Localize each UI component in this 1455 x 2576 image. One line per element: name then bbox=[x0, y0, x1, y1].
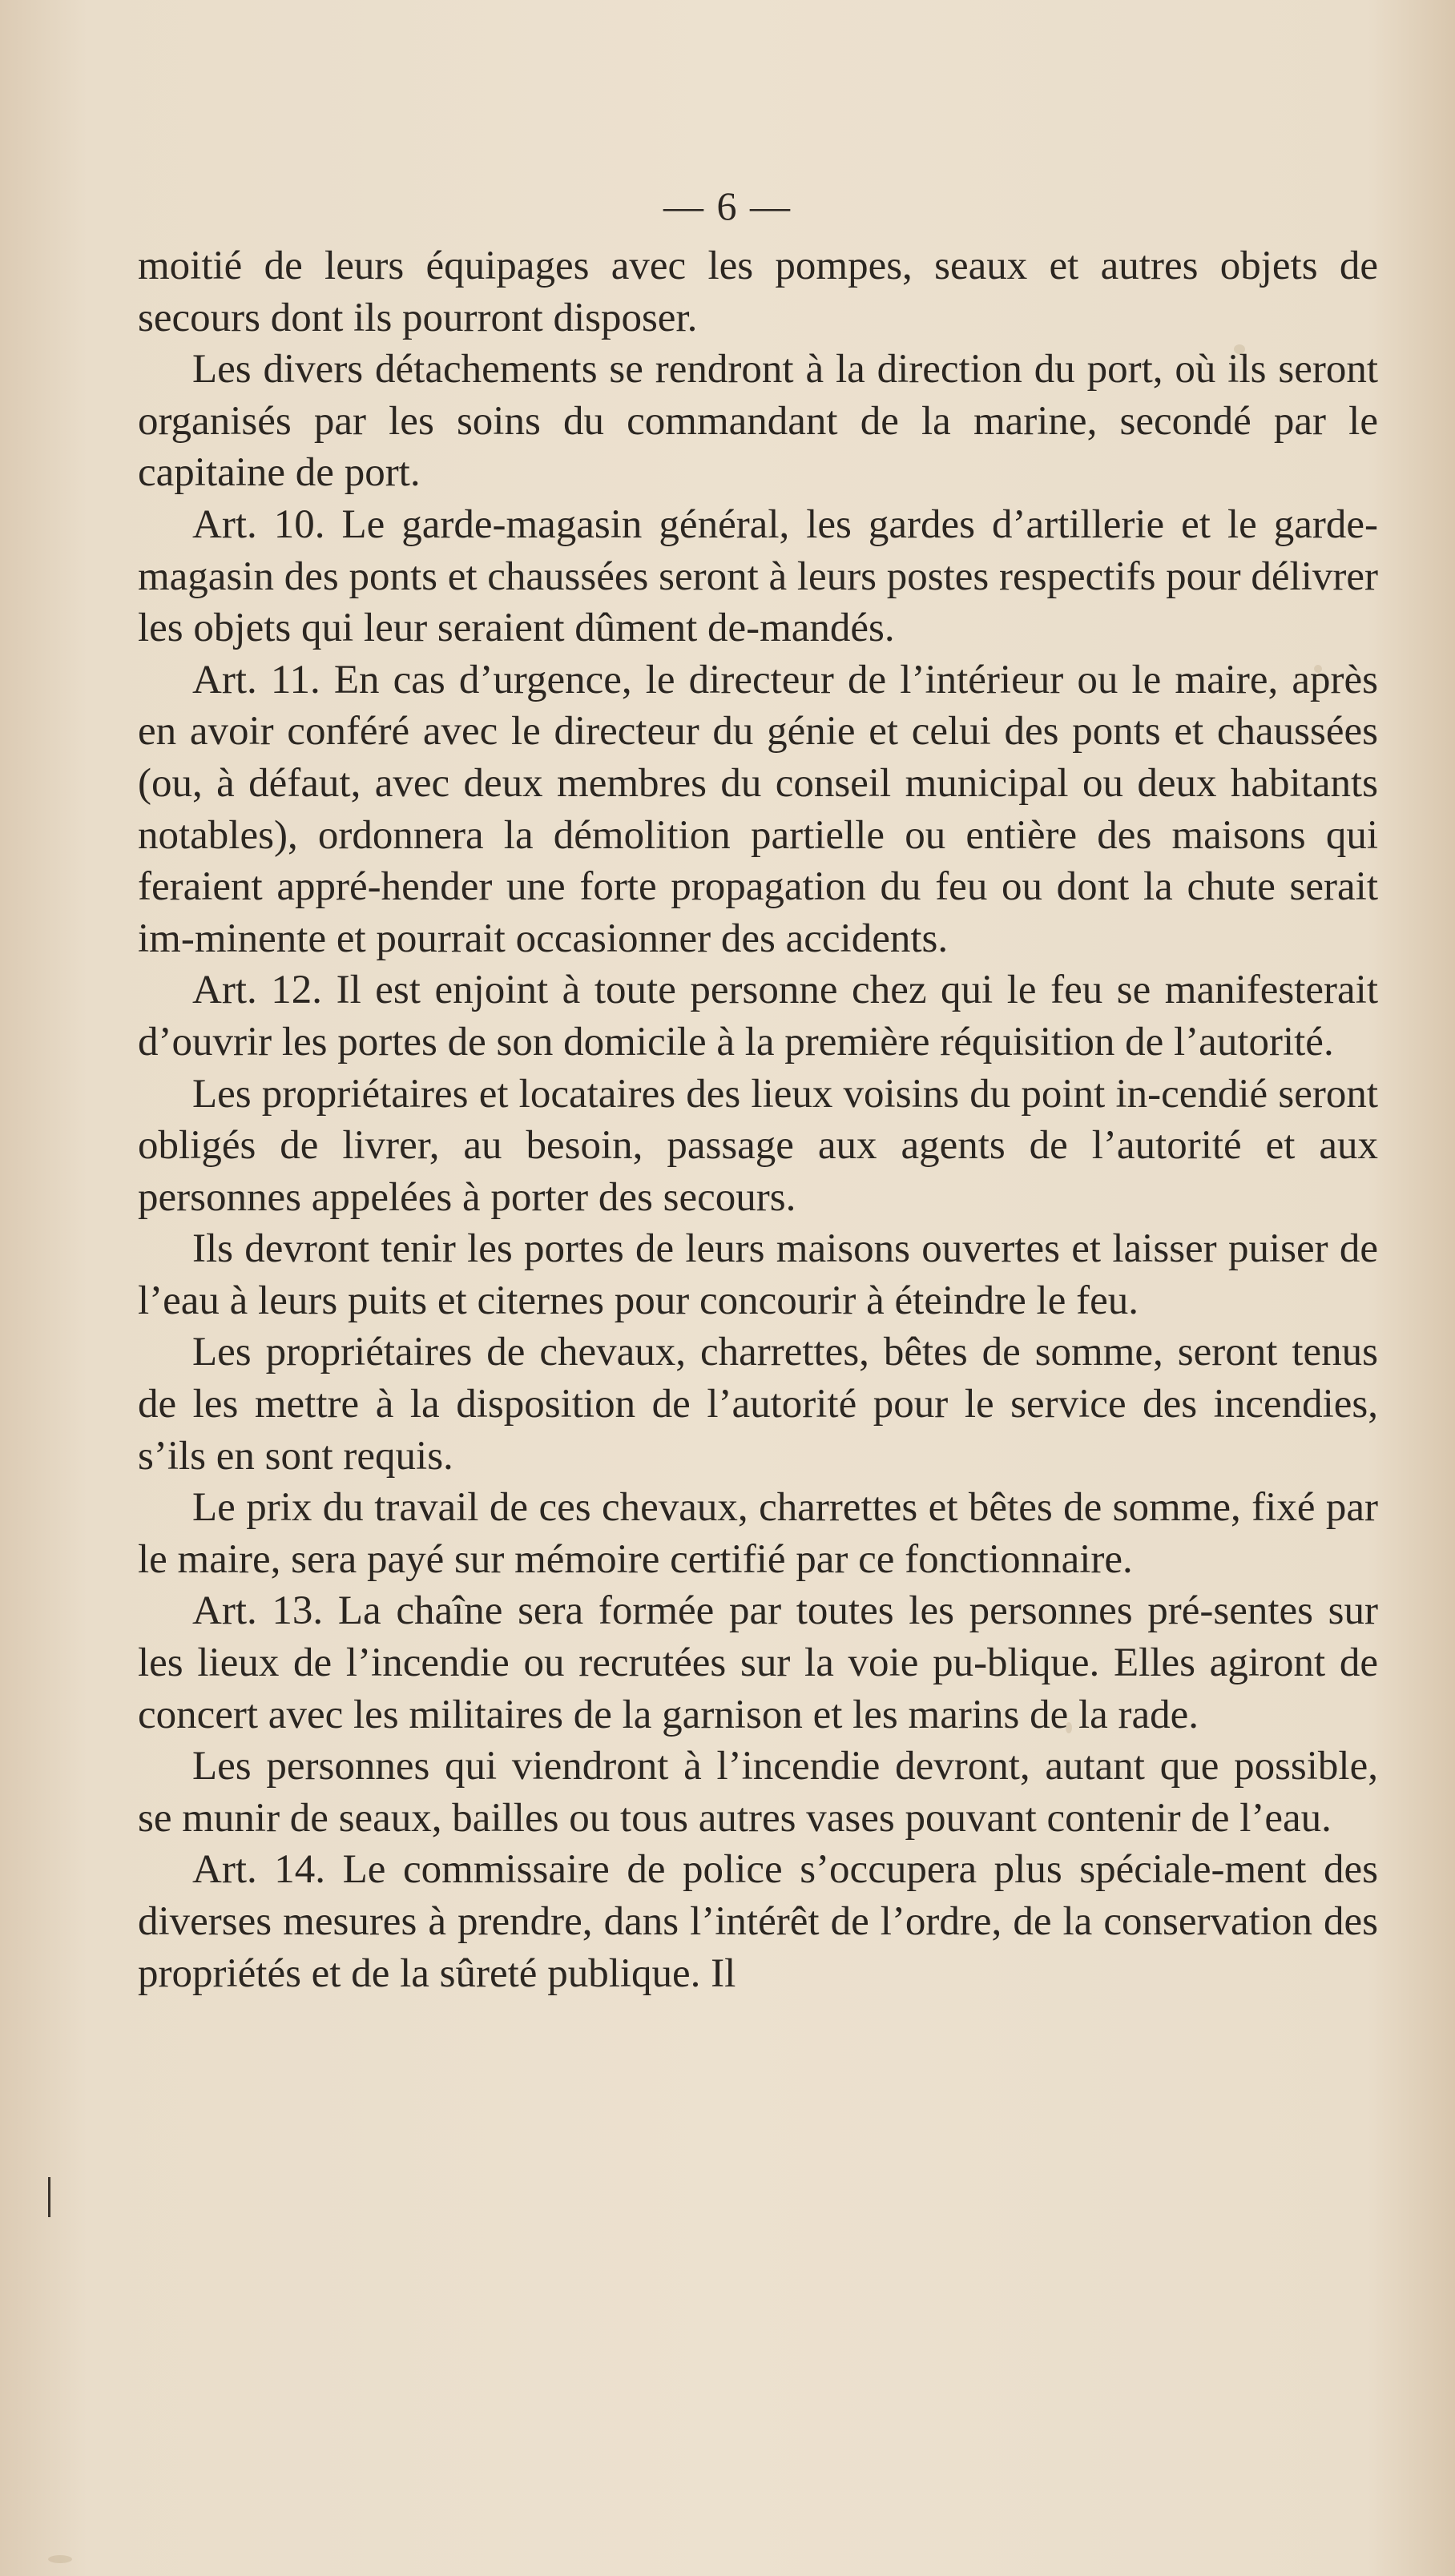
article-12: Art. 12. Il est enjoint à toute personne chez qui le feu se manifesterait d’ouvrir les portes de son domicile à la première réquisition de l’autorité. bbox=[138, 968, 1378, 1065]
article-11: Art. 11. En cas d’urgence, le directeur de l’intérieur ou le maire, après en avoir conféré avec le directeur du génie et celui des ponts et chaussées (ou, à défaut, avec deux membres du conseil municipal ou deux habitants notables), ordonnera la démolition partielle ou entière des maisons qui feraient appré-hender une forte propagation du feu ou dont la chute serait im-minente et pourrait occasionner des accidents. bbox=[138, 657, 1378, 961]
paragraph: Les divers détachements se rendront à la direction du port, où ils seront organisés par les soins du commandant de la marine, secondé par le capitaine de port. bbox=[138, 347, 1378, 496]
article-10: Art. 10. Le garde-magasin général, les gardes d’artillerie et le garde-magasin des ponts et chaussées seront à leurs postes respectifs pour délivrer les objets qui leur seraient dûment de-mandés. bbox=[138, 501, 1378, 651]
paragraph: Les propriétaires et locataires des lieux voisins du point in-cendié seront obligés de livrer, au besoin, passage aux agents de l’autorité et aux personnes appelées à porter des secours. bbox=[138, 1071, 1378, 1220]
paragraph: moitié de leurs équipages avec les pompes, seaux et autres objets de secours dont ils pourront disposer. bbox=[138, 244, 1378, 340]
paragraph: Les personnes qui viendront à l’incendie devront, autant que possible, se munir de seaux, bailles ou tous autres vases pouvant contenir de l’eau. bbox=[138, 1744, 1378, 1841]
paragraph: Ils devront tenir les portes de leurs maisons ouvertes et laisser puiser de l’eau à leurs puits et citernes pour concourir à éteindre le feu. bbox=[138, 1226, 1378, 1323]
page-number: — 6 — bbox=[663, 183, 792, 228]
paragraph: Les propriétaires de chevaux, charrettes, bêtes de somme, seront tenus de les mettre à la disposition de l’autorité pour le service des incendies, s’ils en sont requis. bbox=[138, 1330, 1378, 1479]
paragraph: Le prix du travail de ces chevaux, charrettes et bêtes de somme, fixé par le maire, sera payé sur mémoire certifié par ce fonctionnaire. bbox=[138, 1485, 1378, 1582]
paper-spot bbox=[48, 2555, 72, 2563]
margin-mark bbox=[48, 2177, 50, 2217]
body-text bbox=[138, 240, 1378, 1999]
article-13: Art. 13. La chaîne sera formée par toutes les personnes pré-sentes sur les lieux de l’incendie ou recrutées sur la voie pu-blique. Elles agiront de concert avec les militaires de la garnison et les marins de la rade. bbox=[138, 1588, 1378, 1737]
article-14: Art. 14. Le commissaire de police s’occupera plus spéciale-ment des diverses mesures à prendre, dans l’intérêt de l’ordre, de la conservation des propriétés et de la sûreté publique. Il bbox=[138, 1847, 1378, 1996]
